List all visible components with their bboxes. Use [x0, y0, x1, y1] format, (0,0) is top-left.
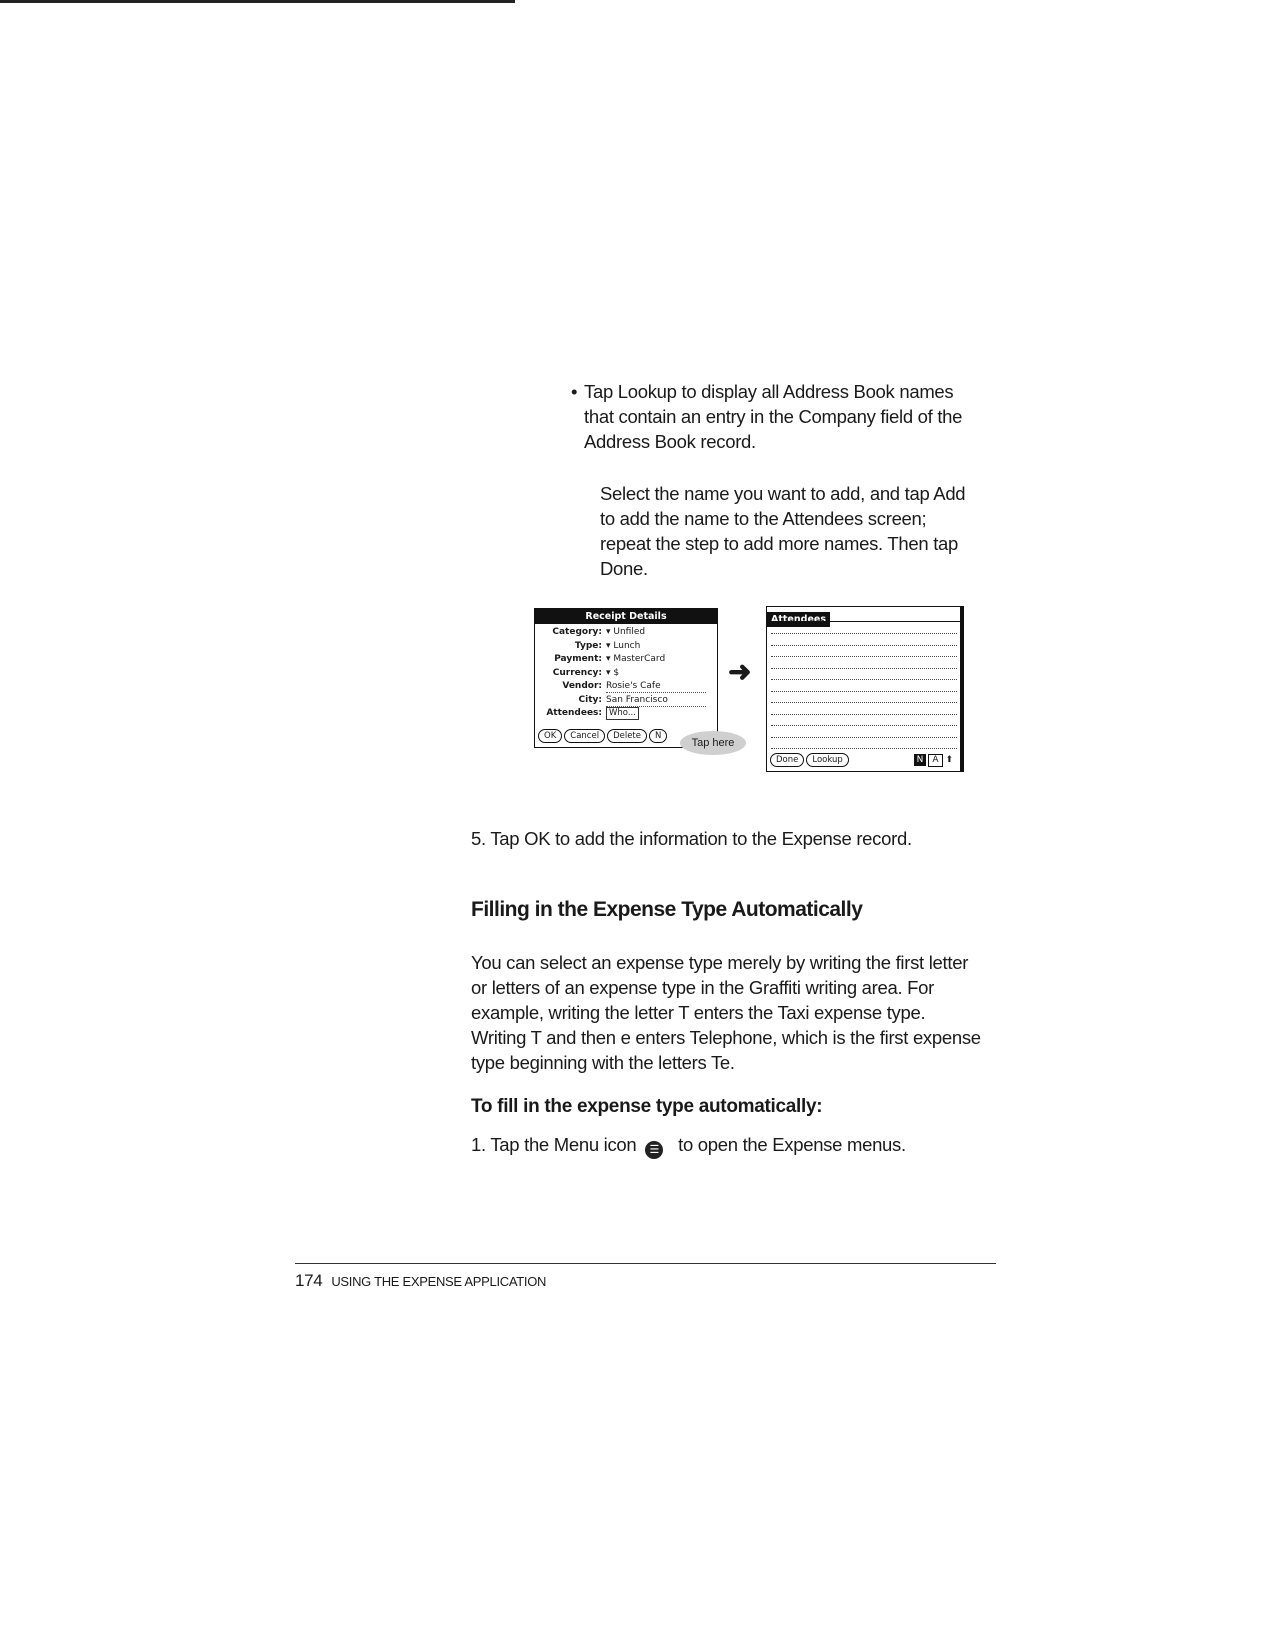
- receipt-button[interactable]: OK: [538, 729, 562, 743]
- attendee-line[interactable]: [771, 702, 957, 703]
- receipt-field-label: Category:: [552, 627, 602, 637]
- receipt-field-row: [535, 667, 717, 681]
- dropdown-arrow-icon: ▾: [606, 654, 614, 664]
- receipt-field-label: Vendor:: [562, 681, 602, 691]
- receipt-field-row: [535, 680, 717, 694]
- receipt-field-value-text: San Francisco: [606, 694, 668, 705]
- receipt-button[interactable]: Delete: [607, 729, 647, 743]
- step-5: 5. Tap OK to add the information to the Expense record.: [471, 828, 912, 849]
- page-footer: [295, 1271, 546, 1291]
- attendee-line[interactable]: [771, 714, 957, 715]
- receipt-field-row: [535, 653, 717, 667]
- receipt-title: Receipt Details: [535, 609, 717, 624]
- attendee-line[interactable]: [771, 737, 957, 738]
- attendees-screenshot: [766, 606, 964, 772]
- dropdown-arrow-icon: ▾: [606, 667, 614, 678]
- receipt-button-row: [538, 729, 669, 743]
- attendees-title: Attendees: [767, 612, 830, 627]
- attendee-line[interactable]: [771, 679, 957, 680]
- step-1-text-before: 1. Tap the Menu icon: [471, 1134, 637, 1155]
- bullet-text: Tap Lookup to display all Address Book names that contain an entry in the Company field of the Address Book record.: [584, 381, 963, 452]
- attendee-line[interactable]: [771, 645, 957, 646]
- attendee-line[interactable]: [771, 691, 957, 692]
- attendees-header: [767, 607, 963, 625]
- footer-rule: [295, 1263, 996, 1264]
- receipt-field-row: [535, 626, 717, 640]
- receipt-field-value-text: MasterCard: [613, 654, 666, 664]
- receipt-button[interactable]: Cancel: [564, 729, 605, 743]
- step-1: [471, 1134, 906, 1159]
- top-rule: [0, 0, 515, 3]
- alpha-indicator: A: [928, 754, 942, 767]
- attendee-line[interactable]: [771, 656, 957, 657]
- receipt-field-label: Type:: [574, 640, 602, 651]
- bullet-lookup: [571, 379, 984, 454]
- receipt-field-row: [535, 694, 717, 708]
- bullet-dot: •: [571, 381, 578, 402]
- receipt-field-label: Payment:: [554, 654, 602, 664]
- chapter-title: USING THE EXPENSE APPLICATION: [331, 1274, 547, 1289]
- section-heading: Filling in the Expense Type Automatically: [471, 898, 863, 921]
- receipt-field-value-text: Who...: [609, 708, 636, 718]
- right-arrow-icon: ➜: [728, 656, 752, 687]
- step-1-text-after: to open the Expense menus.: [678, 1134, 906, 1155]
- tap-here-callout: Tap here: [680, 731, 746, 755]
- attendees-button[interactable]: Lookup: [806, 753, 848, 767]
- attendee-line[interactable]: [771, 748, 957, 749]
- shift-up-icon: ⬆: [945, 755, 953, 765]
- receipt-field-value[interactable]: [606, 667, 619, 681]
- attendees-button[interactable]: Done: [770, 753, 804, 767]
- procedure-heading: To fill in the expense type automatically:: [471, 1096, 823, 1117]
- page-number: 174: [295, 1271, 323, 1290]
- receipt-field-value-text: Lunch: [613, 640, 641, 651]
- receipt-field-value[interactable]: [606, 653, 665, 667]
- receipt-field-row: [535, 707, 717, 721]
- receipt-field-value-text: Unfiled: [613, 627, 646, 637]
- bullet-paragraph-2: Select the name you want to add, and tap Add to add the name to the Attendees screen; repeat the step to add more names. Then tap Done.: [600, 483, 966, 579]
- receipt-field-value[interactable]: [606, 707, 639, 720]
- attendee-line[interactable]: [771, 725, 957, 726]
- section-paragraph: You can select an expense type merely by writing the first letter or letters of an expense type in the Graffiti writing area. For example, writing the letter T enters the Taxi expense type. Writing T and then e enters Telephone, which is the first expense type beginning with the letters Te.: [471, 952, 981, 1073]
- receipt-details-screenshot: [534, 608, 718, 748]
- receipt-button[interactable]: N: [649, 729, 667, 743]
- scrollbar: [960, 607, 963, 771]
- numeric-indicator: N: [914, 754, 927, 766]
- receipt-field-label: City:: [578, 694, 602, 705]
- attendee-line[interactable]: [771, 633, 957, 634]
- attendees-button-row: [770, 753, 851, 767]
- receipt-fields: [535, 624, 717, 721]
- receipt-field-value-text: $: [613, 667, 620, 678]
- receipt-field-value[interactable]: [606, 626, 645, 640]
- menu-icon: ☰: [645, 1141, 663, 1159]
- receipt-field-label: Currency:: [552, 667, 602, 678]
- receipt-field-value[interactable]: [606, 640, 640, 654]
- graffiti-indicator: [914, 754, 953, 767]
- dropdown-arrow-icon: ▾: [606, 627, 614, 637]
- dropdown-arrow-icon: ▾: [606, 640, 614, 651]
- receipt-field-label: Attendees:: [546, 708, 602, 718]
- attendee-line[interactable]: [771, 668, 957, 669]
- receipt-field-value[interactable]: [606, 680, 706, 693]
- receipt-field-value[interactable]: [606, 694, 706, 707]
- receipt-field-row: [535, 640, 717, 654]
- receipt-field-value-text: Rosie's Cafe: [606, 681, 661, 691]
